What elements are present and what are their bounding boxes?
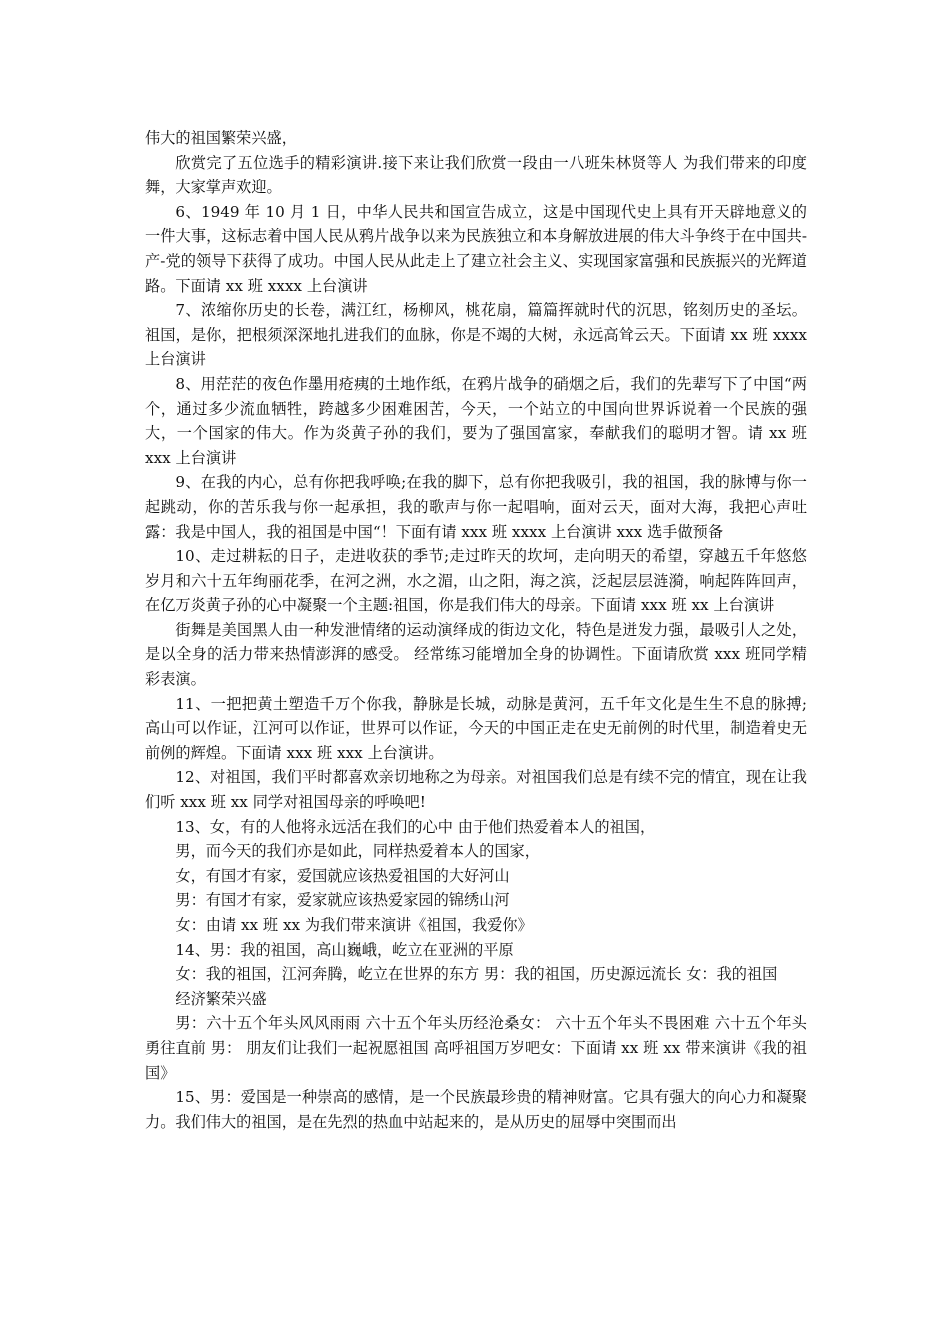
paragraph: 10、走过耕耘的日子，走进收获的季节;走过昨天的坎坷，走向明天的希望，穿越五千年悠悠岁月和六十五年绚丽花季，在河之洲，水之湄，山之阳，海之滨，泛起层层涟漪，响起阵阵回声，在亿万炎黄子孙的心中凝聚一个主题:祖国，你是我们伟大的母亲。下面请 xxx 班 xx 上台演讲 xyxy=(145,547,807,615)
paragraph: 15、男：爱国是一种崇高的感情，是一个民族最珍贵的精神财富。它具有强大的向心力和凝聚力。我们伟大的祖国，是在先烈的热血中站起来的，是从历史的屈辱中突围而出 xyxy=(145,1088,807,1131)
paragraph: 伟大的祖国繁荣兴盛， xyxy=(145,129,297,147)
paragraph: 9、在我的内心，总有你把我呼唤;在我的脚下，总有你把我吸引，我的祖国，我的脉博与你一起跳动，你的苦乐我与你一起承担，我的歌声与你一起唱响，面对云天，面对大海，我把心声吐露：我是中国人，我的祖国是中国“！下面有请 xxx 班 xxxx 上台演讲 xxx 选手做预备 xyxy=(145,473,807,541)
paragraph: 14、男：我的祖国，高山巍峨，屹立在亚洲的平原 xyxy=(175,940,514,959)
paragraph: 6、1949 年 10 月 1 日，中华人民共和国宣告成立，这是中国现代史上具有开天辟地意义的一件大事，这标志着中国人民从鸦片战争以来为民族独立和本身解放进展的伟大斗争终于在中国共-产-党的领导下获得了成功。中国人民从此走上了建立社会主义、实现国家富强和民族振兴的光辉道路。下面请 xx 班 xxxx 上台演讲 xyxy=(145,202,807,295)
paragraph: 男：有国才有家，爱家就应该热爱家园的锦绣山河 xyxy=(175,891,510,910)
paragraph: 女：我的祖国，江河奔腾，屹立在世界的东方 男：我的祖国，历史源远流长 女：我的祖国 xyxy=(175,965,778,984)
paragraph: 男：六十五个年头风风雨雨 六十五个年头历经沧桑女： 六十五个年头不畏困难 六十五个年头勇往直前 男： 朋友们让我们一起祝愿祖国 高呼祖国万岁吧女：下面请 xx 班 xx 带来演讲《我的祖国》 xyxy=(145,1014,807,1082)
paragraph: 女：由请 xx 班 xx 为我们带来演讲《祖国，我爱你》 xyxy=(175,916,533,934)
paragraph: 经济繁荣兴盛 xyxy=(175,989,267,1008)
paragraph: 欣赏完了五位选手的精彩演讲.接下来让我们欣赏一段由一八班朱林贤等人 为我们带来的印度舞，大家掌声欢迎。 xyxy=(145,153,807,197)
paragraph: 街舞是美国黑人由一种发泄情绪的运动演绎成的街边文化，特色是迸发力强，最吸引人之处，是以全身的活力带来热情澎湃的感受。 经常练习能增加全身的协调性。下面请欣赏 xxx 班同学精彩表演。 xyxy=(145,620,807,689)
paragraph: 男，而今天的我们亦是如此，同样热爱着本人的国家， xyxy=(175,842,540,861)
document-page xyxy=(145,126,807,1134)
paragraph: 11、一把把黄土塑造千万个你我，静脉是长城，动脉是黄河，五千年文化是生生不息的脉搏;高山可以作证，江河可以作证，世界可以作证，今天的中国正走在史无前例的时代里，制造着史无前例的辉煌。下面请 xxx 班 xxx 上台演讲。 xyxy=(145,694,807,762)
paragraph: 13、女，有的人他将永远活在我们的心中 由于他们热爱着本人的祖国， xyxy=(175,817,656,836)
paragraph: 7、浓缩你历史的长卷，满江红，杨柳风，桃花扇，篇篇挥就时代的沉思，铭刻历史的圣坛。祖国，是你，把根须深深地扎进我们的血脉，你是不竭的大树，永远高耸云天。下面请 xx 班 xxxx 上台演讲 xyxy=(145,301,807,369)
paragraph: 女，有国才有家，爱国就应该热爱祖国的大好河山 xyxy=(175,866,510,885)
paragraph: 8、用茫茫的夜色作墨用疮痍的土地作纸，在鸦片战争的硝烟之后，我们的先辈写下了中国“两个，通过多少流血牺牲，跨越多少困难困苦，今天，一个站立的中国向世界诉说着一个民族的强大，一个国家的伟大。作为炎黄子孙的我们，要为了强国富家，奉献我们的聪明才智。请 xx 班 xxx 上台演讲 xyxy=(145,374,807,467)
paragraph: 12、对祖国，我们平时都喜欢亲切地称之为母亲。对祖国我们总是有续不完的情宜，现在让我们听 xxx 班 xx 同学对祖国母亲的呼唤吧! xyxy=(145,768,807,812)
